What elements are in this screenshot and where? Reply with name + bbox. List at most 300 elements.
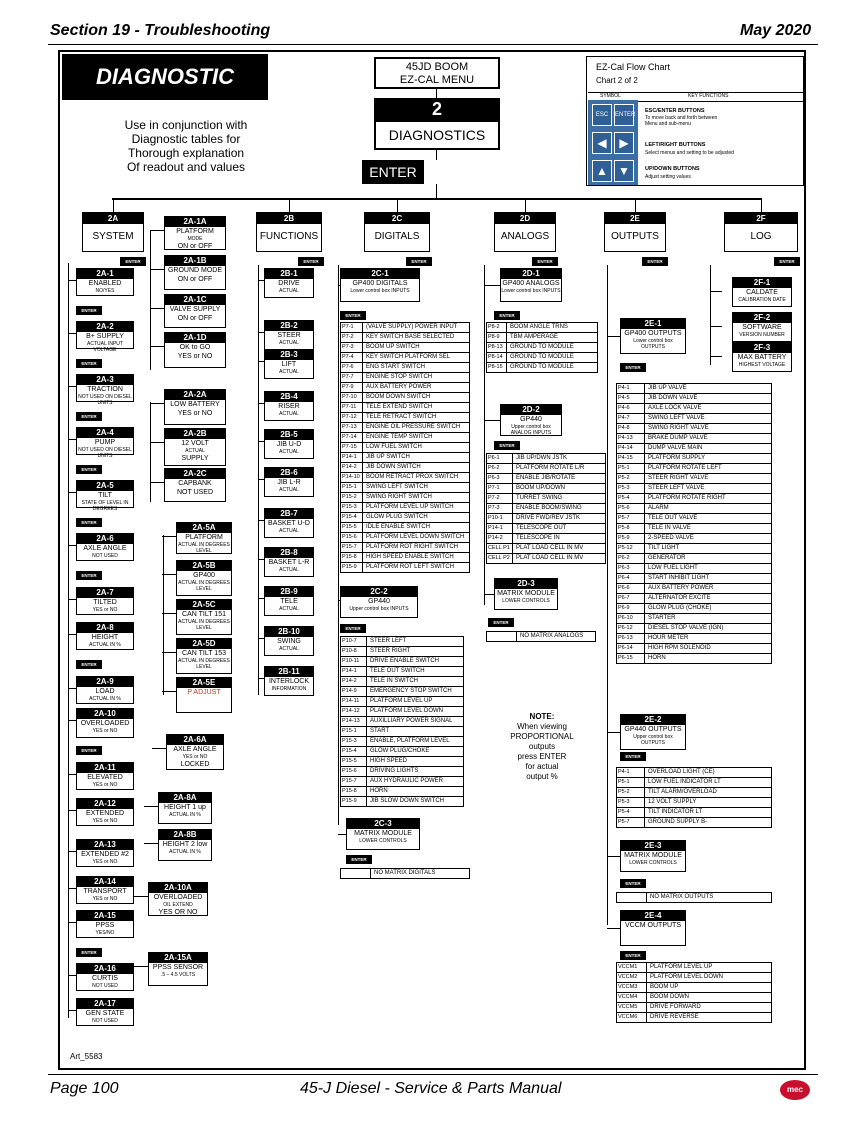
pin-cell: P4-8: [617, 424, 645, 433]
item-box[interactable]: [620, 840, 686, 872]
signal-cell: AUXILLIARY POWER SIGNAL: [370, 718, 453, 724]
enter-button[interactable]: ENTER: [774, 257, 800, 266]
table-row: [341, 637, 463, 647]
category-2d[interactable]: [494, 212, 556, 252]
item-box[interactable]: [176, 560, 232, 596]
pin-cell: P6-1: [487, 454, 513, 463]
pin-cell: P7-2: [487, 494, 513, 503]
category-code: 2D: [495, 213, 555, 224]
item-box[interactable]: [76, 798, 134, 826]
item-code: 2A-7: [77, 588, 133, 598]
category-name: DIGITALS: [374, 231, 420, 242]
item-name: ENABLED: [88, 280, 122, 287]
item-box[interactable]: [76, 622, 134, 650]
table-row: [341, 697, 463, 707]
pin-cell: P5-3: [617, 484, 645, 493]
enter-button[interactable]: ENTER: [346, 855, 372, 864]
table-row: [341, 727, 463, 737]
gp400-digitals-table: [340, 322, 470, 573]
item-box[interactable]: [620, 910, 686, 946]
signal-cell: NO MATRIX ANALOGS: [520, 633, 584, 639]
table-row: [617, 534, 771, 544]
signal-cell: HORN: [648, 655, 666, 661]
item-name: CAN TILT 153: [182, 650, 226, 657]
table-row: [487, 363, 597, 373]
item-box[interactable]: [76, 910, 134, 938]
enter-button[interactable]: ENTER: [620, 879, 646, 888]
signal-cell: LOW FUEL INDICATOR LT: [648, 779, 721, 785]
mec-logo: mec: [780, 1080, 810, 1100]
item-sub: YES or NO: [92, 728, 118, 734]
pin-cell: [617, 893, 647, 903]
item-box[interactable]: [176, 599, 232, 635]
item-name: PPSS: [95, 922, 115, 929]
system-link: [68, 810, 76, 811]
connector: [436, 184, 437, 198]
item-box[interactable]: [76, 839, 134, 867]
item-box[interactable]: [264, 666, 314, 696]
pin-cell: P6-14: [617, 644, 645, 653]
note-line: When viewing: [517, 722, 567, 731]
pin-cell: P4-15: [617, 454, 645, 463]
signal-cell: TBM AMPERAGE: [510, 334, 559, 340]
item-box[interactable]: [264, 349, 314, 379]
system-link: [68, 688, 76, 689]
note-line: PROPORTIONAL: [510, 732, 574, 741]
table-row: [341, 413, 469, 423]
pin-cell: P7-12: [341, 413, 363, 422]
table-row: [341, 717, 463, 727]
category-2f[interactable]: [724, 212, 798, 252]
item-code: 2C-3: [347, 819, 419, 829]
item-box[interactable]: [76, 708, 134, 738]
item-box[interactable]: [620, 714, 686, 750]
item-box[interactable]: [76, 963, 134, 991]
item-box[interactable]: [340, 268, 420, 302]
pin-cell: P7-9: [341, 383, 363, 392]
pin-cell: P6-4: [617, 574, 645, 583]
item-box[interactable]: [494, 578, 558, 610]
signal-cell: EMERGENCY STOP SWITCH: [370, 688, 452, 694]
table-row: [341, 433, 469, 443]
table-row: [487, 524, 605, 534]
proportional-note: [502, 712, 582, 782]
item-box[interactable]: [76, 268, 134, 296]
item-sub: ACTUAL IN DEGREES LEVEL: [178, 542, 230, 554]
item-name: MATRIX MODULE: [354, 830, 412, 837]
signal-cell: TELE IN VALVE: [648, 525, 691, 531]
pin-cell: P7-6: [341, 363, 363, 372]
item-box[interactable]: [164, 389, 226, 425]
esc-button[interactable]: ESC: [592, 104, 612, 126]
section-header: Section 19 - Troubleshooting: [50, 22, 271, 39]
table-row: [617, 963, 771, 973]
signal-cell: STEER LEFT: [370, 638, 407, 644]
enter-button[interactable]: ENTER: [76, 306, 102, 315]
item-name: GP440: [368, 598, 390, 605]
pin-cell: P14-2: [487, 534, 513, 543]
category-2b[interactable]: [256, 212, 322, 252]
signal-cell: BOOM UP/DOWN: [516, 485, 565, 491]
pin-cell: P15-7: [341, 543, 363, 552]
item-box[interactable]: [76, 321, 134, 353]
item-sub: CALIBRATION DATE: [738, 297, 786, 303]
signal-cell: DRIVE ENABLE SWITCH: [370, 658, 440, 664]
signal-cell: ENABLE, PLATFORM LEVEL: [370, 738, 450, 744]
pin-cell: P4-7: [617, 414, 645, 423]
item-sub: NOT USED: [92, 983, 118, 989]
table-row: [341, 443, 469, 453]
item-code: 2A-8: [77, 623, 133, 633]
table-row: [341, 523, 469, 533]
table-row: [617, 484, 771, 494]
enter-button[interactable]: ENTER: [76, 518, 102, 527]
functions-spine: [258, 265, 259, 695]
item-sub: ACTUAL IN DEGREES LEVEL: [178, 658, 230, 670]
ezcal-row-text: To move back and forth between Menu and sub-menu: [645, 115, 718, 127]
pin-cell: P5-8: [617, 524, 645, 533]
enter-button[interactable]: ENTER: [76, 359, 102, 368]
digitals-link: [338, 285, 340, 286]
item-box[interactable]: [148, 952, 208, 986]
item-box[interactable]: [264, 626, 314, 656]
category-drop: [397, 200, 398, 212]
pin-cell: P14-10: [341, 473, 363, 482]
enter-button[interactable]: ENTER: [488, 618, 514, 627]
item-box[interactable]: [264, 508, 314, 538]
table-row: [617, 973, 771, 983]
pin-cell: P8-9: [487, 333, 507, 342]
pin-cell: VCCM3: [617, 983, 647, 992]
item-box[interactable]: [164, 428, 226, 466]
item-sub: ACTUAL INPUT VOLTAGE: [87, 341, 123, 353]
table-row: [617, 434, 771, 444]
item-code: 2E-2: [621, 715, 685, 725]
item-box[interactable]: [732, 277, 792, 307]
item-box[interactable]: [264, 429, 314, 459]
signal-cell: PLAT LOAD CELL IN MV: [516, 555, 584, 561]
table-row: [617, 514, 771, 524]
table-row: [341, 373, 469, 383]
item-sub: STATE OF LEVEL IN DEGREES: [81, 500, 129, 512]
category-drop: [635, 200, 636, 212]
item-code: 2A-2C: [165, 469, 225, 479]
table-row: [487, 353, 597, 363]
enter-button[interactable]: ENTER: [620, 363, 646, 372]
item-name: JIB L-R: [277, 479, 301, 486]
enter-button[interactable]: ENTER: [76, 948, 102, 957]
sub-link: [144, 843, 158, 844]
signal-cell: ENABLE JIB/ROTATE: [516, 475, 576, 481]
enter-button[interactable]: ENTER: [642, 257, 668, 266]
item-box[interactable]: [732, 312, 792, 342]
enter-button[interactable]: ENTER: [340, 624, 366, 633]
signal-cell: PLATFORM ROTATE LEFT: [648, 465, 722, 471]
item-box[interactable]: [176, 638, 232, 674]
signal-cell: TELE EXTEND SWITCH: [366, 404, 433, 410]
signal-cell: DUMP VALVE MAIN: [648, 445, 703, 451]
item-code: 2C-1: [341, 269, 419, 279]
gp440-analogs-table: [486, 453, 606, 564]
table-row: [341, 667, 463, 677]
item-name: TELE: [280, 598, 298, 605]
item-name: INTERLOCK: [268, 678, 310, 685]
system-spine: [68, 263, 69, 1018]
signal-cell: HIGH RPM SOLENOID: [648, 645, 711, 651]
table-row: [617, 504, 771, 514]
item-box[interactable]: [76, 676, 134, 704]
item-box[interactable]: [76, 762, 134, 790]
signal-cell: DRIVE FWD/REV JSTK: [516, 515, 581, 521]
item-box[interactable]: [340, 586, 418, 618]
item-name: GP440: [520, 416, 542, 423]
item-sub: Lower control box INPUTS: [501, 288, 561, 294]
item-sub: ACTUAL: [279, 528, 299, 534]
enter-key-button[interactable]: ENTER: [614, 104, 634, 126]
up-arrow-icon[interactable]: ▲: [592, 160, 612, 182]
item-box[interactable]: [164, 294, 226, 328]
item-box[interactable]: [76, 427, 134, 459]
pin-cell: P7-10: [341, 393, 363, 402]
category-code: 2F: [725, 213, 797, 224]
signal-cell: PLATFORM LEVEL DOWN SWITCH: [366, 534, 465, 540]
item-box[interactable]: [264, 467, 314, 497]
item-sub: ACTUAL: [279, 646, 299, 652]
item-name: EXTENDED #2: [81, 851, 129, 858]
item-sub: ACTUAL IN %: [89, 696, 121, 702]
signal-cell: BOOM ANGLE TRNS: [510, 324, 568, 330]
analogs-spine: [484, 265, 485, 605]
sub-link: [150, 403, 164, 404]
enter-button[interactable]: ENTER: [340, 311, 366, 320]
pin-cell: P7-1: [341, 323, 363, 332]
enter-button[interactable]: ENTER: [362, 160, 424, 184]
signal-cell: JIB UP SWITCH: [366, 454, 410, 460]
item-box[interactable]: [76, 876, 134, 904]
table-row: [341, 543, 469, 553]
item-code: 2A-14: [77, 877, 133, 887]
sub-link: [152, 748, 166, 749]
item-name: TRANSPORT: [83, 888, 127, 895]
table-row: [617, 788, 771, 798]
signal-cell: GROUND TO MODULE: [510, 354, 574, 360]
signal-cell: GLOW PLUG/CHOKE: [370, 748, 430, 754]
pin-cell: VCCM6: [617, 1013, 647, 1023]
table-row: [617, 564, 771, 574]
item-box[interactable]: [76, 374, 134, 406]
item-code: 2A-8B: [159, 830, 211, 840]
signal-cell: DRIVE FORWARD: [650, 1004, 701, 1010]
category-name: OUTPUTS: [611, 231, 659, 242]
category-2c[interactable]: [364, 212, 430, 252]
category-code: 2C: [365, 213, 429, 224]
table-row: [341, 707, 463, 717]
pin-cell: [487, 632, 517, 642]
ezcal-row-bold: LEFT/RIGHT BUTTONS: [645, 142, 706, 148]
digitals-spine: [338, 265, 339, 825]
item-sub: ACTUAL IN %: [169, 849, 201, 855]
pin-cell: P10-7: [341, 637, 367, 646]
signal-cell: ENGINE TEMP SWITCH: [366, 434, 433, 440]
system-link: [68, 922, 76, 923]
signal-cell: JIB DOWN SWITCH: [366, 464, 421, 470]
item-box[interactable]: [732, 342, 792, 372]
enter-button[interactable]: ENTER: [494, 311, 520, 320]
enter-button[interactable]: ENTER: [76, 412, 102, 421]
item-box[interactable]: [264, 586, 314, 616]
item-box[interactable]: [76, 587, 134, 615]
signal-cell: TELE IN SWITCH: [370, 678, 419, 684]
outputs-spine: [607, 265, 608, 925]
right-arrow-icon[interactable]: ▶: [614, 132, 634, 154]
signal-cell: STEER LEFT VALVE: [648, 485, 705, 491]
item-box[interactable]: [176, 522, 232, 554]
item-code: 2A-2: [77, 322, 133, 332]
item-sub: ACTUAL: [279, 369, 299, 375]
item-sub: ACTUAL: [279, 411, 299, 417]
item-box[interactable]: [76, 533, 134, 561]
item-name: BASKET L-R: [268, 559, 310, 566]
category-name: SYSTEM: [92, 231, 134, 242]
vccm-outputs-table: [616, 962, 772, 1023]
table-row: [487, 494, 605, 504]
item-sub: LOWER CONTROLS: [502, 598, 550, 604]
pin-cell: P8-2: [487, 323, 507, 332]
left-arrow-icon[interactable]: ◀: [592, 132, 612, 154]
pin-cell: P6-2: [487, 464, 513, 473]
signal-cell: KEY SWITCH BASE SELECTED: [366, 334, 455, 340]
enter-button[interactable]: ENTER: [298, 257, 324, 266]
enter-button[interactable]: ENTER: [76, 660, 102, 669]
table-row: [341, 767, 463, 777]
enter-button[interactable]: ENTER: [532, 257, 558, 266]
table-row: [617, 384, 771, 394]
enter-button[interactable]: ENTER: [76, 746, 102, 755]
pin-cell: P8-15: [487, 363, 507, 373]
table-row: [341, 533, 469, 543]
item-code: 2B-11: [265, 667, 313, 677]
pin-cell: P5-12: [617, 544, 645, 553]
item-code: 2A-6A: [167, 735, 223, 745]
table-row: [617, 544, 771, 554]
item-box[interactable]: [158, 829, 212, 861]
item-box[interactable]: [176, 677, 232, 713]
signal-cell: ENABLE BOOM/SWING: [516, 505, 582, 511]
category-name: LOG: [750, 231, 772, 242]
item-box[interactable]: [148, 882, 208, 916]
table-row: [341, 333, 469, 343]
down-arrow-icon[interactable]: ▼: [614, 160, 634, 182]
category-2a[interactable]: [82, 212, 144, 252]
enter-button[interactable]: ENTER: [120, 257, 146, 266]
item-box[interactable]: [264, 547, 314, 577]
item-sub: Upper control box ANALOG INPUTS: [510, 424, 552, 436]
table-row: [617, 768, 771, 778]
item-box[interactable]: [264, 268, 314, 298]
signal-cell: NO MATRIX OUTPUTS: [650, 894, 714, 900]
note-title: NOTE:: [529, 712, 555, 721]
pin-cell: P5-2: [617, 474, 645, 483]
table-row: [487, 484, 605, 494]
item-box[interactable]: [164, 216, 226, 250]
enter-button[interactable]: ENTER: [76, 465, 102, 474]
table-row: [341, 787, 463, 797]
item-name: CALDATE: [746, 289, 778, 296]
outputs-link: [607, 732, 620, 733]
item-box[interactable]: [500, 404, 562, 436]
item-box[interactable]: [164, 332, 226, 368]
enter-button[interactable]: ENTER: [76, 571, 102, 580]
pin-cell: P6-2: [617, 554, 645, 563]
item-sub: OIL EXTEND: [163, 902, 193, 908]
item-box[interactable]: [76, 998, 134, 1026]
item-sub: ACTUAL: [279, 340, 299, 346]
item-name: JIB U-D: [276, 441, 302, 448]
gp440-digitals-table: [340, 636, 464, 807]
sub-link: [162, 536, 176, 537]
pin-cell: P5-7: [617, 818, 645, 828]
item-box[interactable]: [166, 734, 224, 770]
enter-button[interactable]: ENTER: [406, 257, 432, 266]
item-box[interactable]: [164, 468, 226, 502]
pin-cell: P7-4: [341, 353, 363, 362]
category-drop: [525, 200, 526, 212]
sub-spine: [150, 402, 151, 502]
item-box[interactable]: [264, 391, 314, 421]
item-box[interactable]: [164, 255, 226, 290]
item-code: 2B-2: [265, 321, 313, 331]
item-sub: NOT USED: [92, 1018, 118, 1024]
item-box[interactable]: [346, 818, 420, 850]
item-box[interactable]: [76, 480, 134, 512]
enter-button[interactable]: ENTER: [620, 951, 646, 960]
item-name: 12 VOLT: [181, 440, 209, 447]
signal-cell: IDLE ENABLE SWITCH: [366, 524, 431, 530]
enter-button[interactable]: ENTER: [494, 441, 520, 450]
item-name: SWING: [277, 638, 301, 645]
enter-button[interactable]: ENTER: [620, 752, 646, 761]
item-box[interactable]: [500, 268, 562, 302]
signal-cell: GLOW PLUG (CHOKE): [648, 605, 712, 611]
category-2e[interactable]: [604, 212, 666, 252]
table-row: [341, 747, 463, 757]
sub-link: [162, 613, 176, 614]
pin-cell: P7-3: [487, 504, 513, 513]
item-code: 2A-4: [77, 428, 133, 438]
item-code: 2B-10: [265, 627, 313, 637]
item-sub: VERSION NUMBER: [739, 332, 785, 338]
item-name: TRACTION: [87, 386, 123, 393]
item-name: VALVE SUPPLY: [169, 306, 221, 313]
table-row: [617, 604, 771, 614]
signal-cell: BOOM DOWN SWITCH: [366, 394, 431, 400]
menu-title-box: [374, 57, 500, 89]
item-name: GP400 DIGITALS: [352, 280, 408, 287]
item-code: 2B-4: [265, 392, 313, 402]
item-box[interactable]: [620, 318, 686, 354]
table-row: [617, 634, 771, 644]
signal-cell: PLATFORM LEVEL DOWN: [370, 708, 444, 714]
item-name: VCCM OUTPUTS: [625, 922, 681, 929]
signal-cell: BOOM UP SWITCH: [366, 344, 420, 350]
item-box[interactable]: [158, 792, 212, 824]
signal-cell: DRIVE REVERSE: [650, 1014, 699, 1020]
table-row: [487, 464, 605, 474]
item-box[interactable]: [264, 320, 314, 350]
table-row: [617, 983, 771, 993]
table-row: [617, 404, 771, 414]
system-link: [68, 386, 76, 387]
